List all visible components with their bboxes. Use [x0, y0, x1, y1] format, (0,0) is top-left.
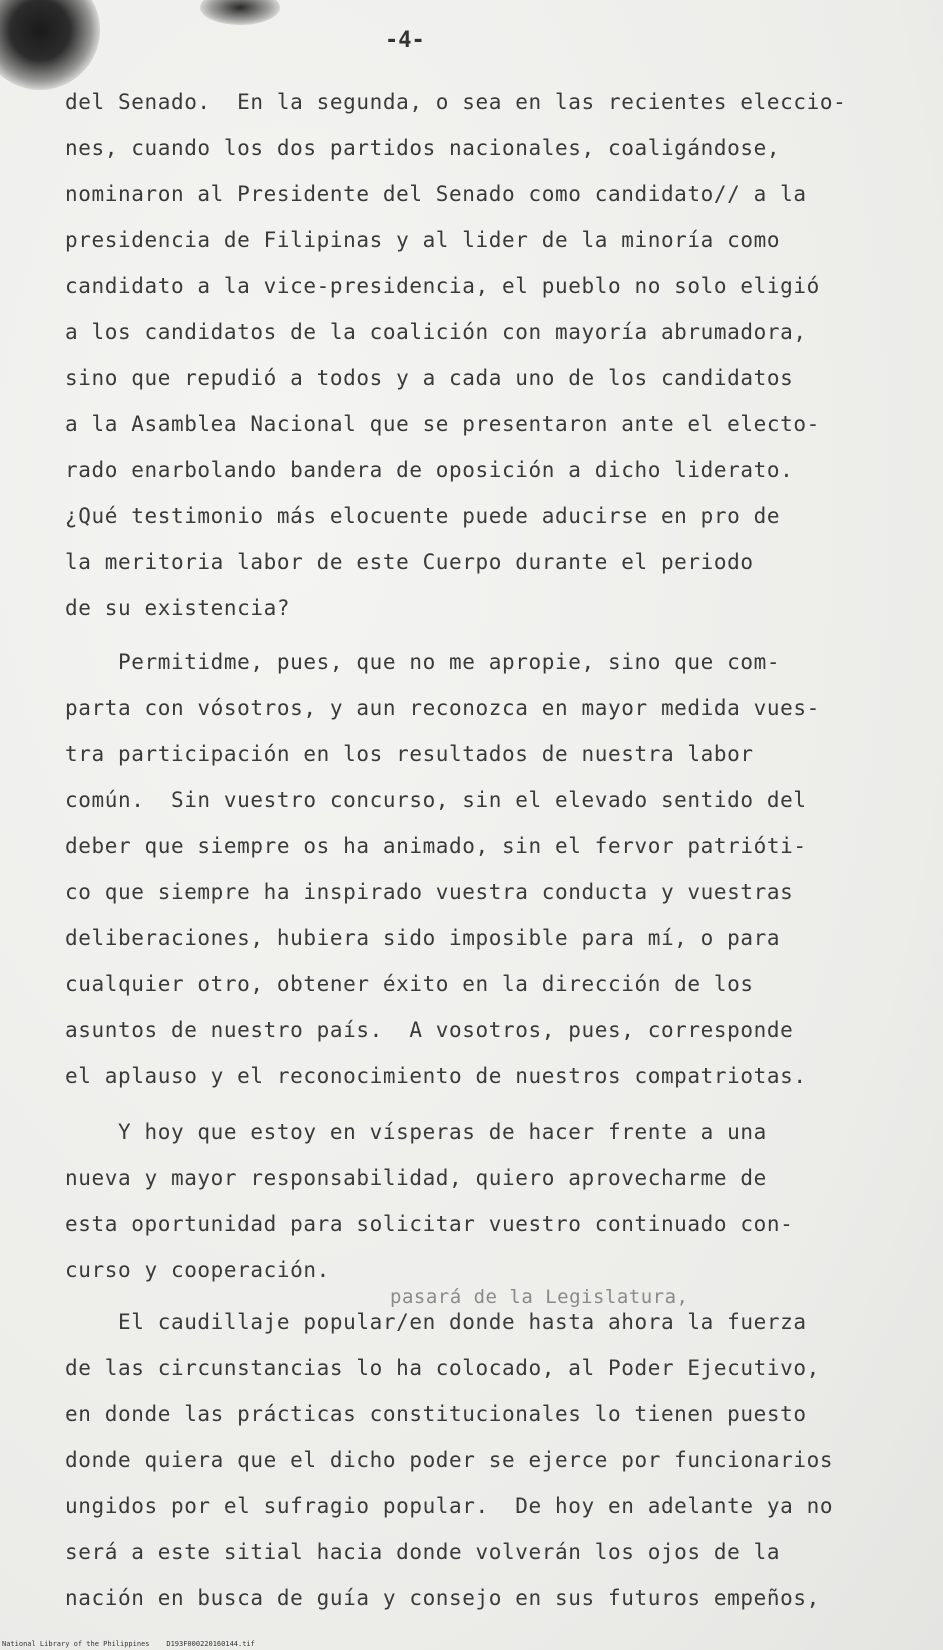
text-line: tra participación en los resultados de nuestra labor	[65, 742, 754, 766]
scan-top-shadow	[200, 0, 280, 25]
text-line: cualquier otro, obtener éxito en la dirección de los	[65, 972, 754, 996]
text-line: donde quiera que el dicho poder se ejerce por funcionarios	[65, 1448, 834, 1472]
text-line: nación en busca de guía y consejo en sus futuros empeños,	[65, 1586, 820, 1610]
text-line: a los candidatos de la coalición con mayoría abrumadora,	[65, 320, 807, 344]
text-line: nominaron al Presidente del Senado como candidato// a la	[65, 182, 807, 206]
text-line: será a este sitial hacia donde volverán los ojos de la	[65, 1540, 781, 1564]
text-line: asuntos de nuestro país. A vosotros, pues, corresponde	[65, 1018, 794, 1042]
text-line: Y hoy que estoy en vísperas de hacer frente a una	[65, 1120, 767, 1144]
text-line: de su existencia?	[65, 596, 291, 620]
text-line: ungidos por el sufragio popular. De hoy en adelante ya no	[65, 1494, 834, 1518]
text-line: deliberaciones, hubiera sido imposible para mí, o para	[65, 926, 781, 950]
text-line: ¿Qué testimonio más elocuente puede aducirse en pro de	[65, 504, 781, 528]
text-line: en donde las prácticas constitucionales lo tienen puesto	[65, 1402, 807, 1426]
text-line: nes, cuando los dos partidos nacionales, coaligándose,	[65, 136, 781, 160]
text-line: Permitidme, pues, que no me apropie, sino que com-	[65, 650, 781, 674]
text-line: del Senado. En la segunda, o sea en las recientes eleccio-	[65, 90, 847, 114]
text-line: la meritoria labor de este Cuerpo durante el periodo	[65, 550, 754, 574]
scan-corner-shadow	[0, 0, 100, 90]
text-line: presidencia de Filipinas y al lider de la minoría como	[65, 228, 781, 252]
text-line: curso y cooperación.	[65, 1258, 330, 1282]
text-line: de las circunstancias lo ha colocado, al Poder Ejecutivo,	[65, 1356, 820, 1380]
text-line: a la Asamblea Nacional que se presentaron ante el electo-	[65, 412, 820, 436]
text-line: rado enarbolando bandera de oposición a dicho liderato.	[65, 458, 794, 482]
text-line: nueva y mayor responsabilidad, quiero aprovecharme de	[65, 1166, 767, 1190]
page-number: -4-	[385, 28, 425, 53]
text-line: parta con vósotros, y aun reconozca en mayor medida vues-	[65, 696, 820, 720]
text-line: el aplauso y el reconocimiento de nuestros compatriotas.	[65, 1064, 807, 1088]
archive-footer: National Library of the Philippines D193F000220160144.tif	[2, 1640, 255, 1648]
text-line: sino que repudió a todos y a cada uno de los candidatos	[65, 366, 794, 390]
text-line: esta oportunidad para solicitar vuestro continuado con-	[65, 1212, 794, 1236]
text-line: deber que siempre os ha animado, sin el fervor patrióti-	[65, 834, 807, 858]
text-line: El caudillaje popular/en donde hasta ahora la fuerza	[65, 1310, 807, 1334]
interlinear-insertion: pasará de la Legislatura,	[390, 1286, 689, 1308]
text-line: común. Sin vuestro concurso, sin el elevado sentido del	[65, 788, 807, 812]
text-line: co que siempre ha inspirado vuestra conducta y vuestras	[65, 880, 794, 904]
text-line: candidato a la vice-presidencia, el pueblo no solo eligió	[65, 274, 820, 298]
